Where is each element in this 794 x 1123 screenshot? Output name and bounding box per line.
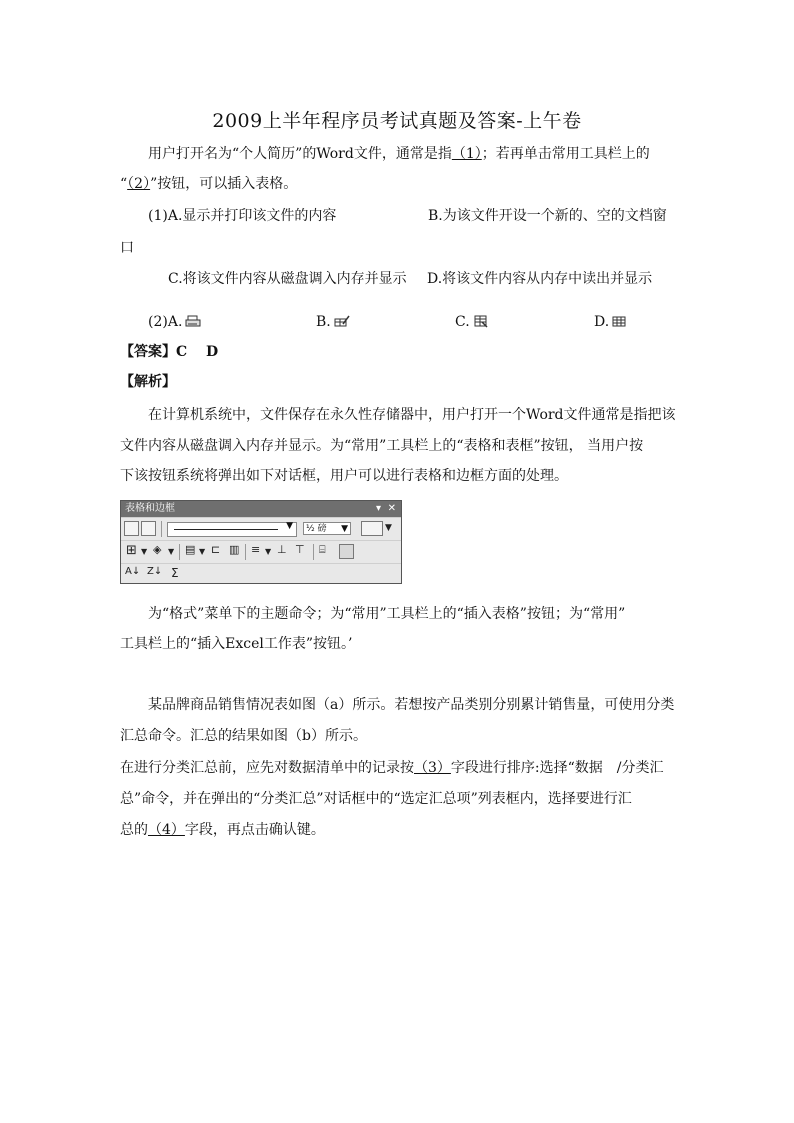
insert-table-icon	[473, 315, 489, 328]
toolbar-row-3	[121, 563, 401, 586]
line-weight-dropdown[interactable]: ½ 磅 ▼	[303, 522, 351, 535]
print-icon	[185, 315, 201, 328]
toolbar-separator	[245, 544, 246, 560]
insert-table-icon[interactable]: ▤	[185, 543, 196, 556]
toolbar-menu-arrow-icon[interactable]: ▾	[375, 503, 381, 514]
q2-p2-line1	[120, 758, 664, 778]
q1-line2	[120, 174, 297, 194]
distribute-columns-icon[interactable]: ⊤	[295, 543, 305, 556]
option-2a	[148, 312, 201, 332]
borders-icon[interactable]: ⊞	[126, 543, 137, 558]
tables-and-borders-toolbar	[120, 500, 402, 584]
option-2c	[455, 312, 489, 332]
q2-p2-line1-text-b: 字段进行排序:选择“数据 /分类汇	[450, 760, 664, 776]
answer-line	[120, 342, 218, 362]
sort-descending-icon[interactable]: Z↓	[147, 566, 163, 577]
sort-ascending-icon[interactable]: A↓	[125, 566, 141, 577]
split-cells-icon[interactable]: ▥	[229, 543, 240, 556]
analysis-p1-line1: 在计算机系统中，文件保存在永久性存储器中，用户打开一个Word文件通常是指把该	[148, 407, 676, 423]
draw-table-icon	[334, 315, 350, 328]
toolbar-separator	[161, 521, 162, 537]
analysis-label: 【解析】	[120, 374, 176, 390]
blank-2: （2）	[127, 176, 151, 192]
option-1a: (1)A.显示并打印该文件的内容	[148, 208, 337, 224]
distribute-rows-icon[interactable]: ⊥	[277, 543, 287, 556]
draw-table-icon[interactable]	[124, 521, 139, 536]
toolbar-row-1	[121, 517, 401, 540]
option-1d: D.将该文件内容从内存中读出并显示	[427, 271, 653, 287]
option-2b-label: B.	[316, 314, 331, 330]
toolbar-title-bar	[121, 501, 401, 517]
line-style-dropdown[interactable]: ▼	[167, 522, 297, 537]
eraser-icon[interactable]	[141, 521, 156, 536]
q2-p1-line1: 某品牌商品销售情况表如图（a）所示。若想按产品类别分别累计销售量，可使用分类	[148, 697, 675, 713]
chevron-down-icon[interactable]: ▼	[199, 547, 206, 556]
analysis-p1-line3: 下该按钮系统将弹出如下对话框，用户可以进行表格和边框方面的处理。	[120, 468, 568, 484]
q1-line1	[148, 144, 650, 164]
option-2d	[594, 312, 628, 332]
q2-p2-line3-text-b: 字段，再点击确认键。	[184, 822, 325, 838]
q2-p2-line2: 总”命令，并在弹出的“分类汇总”对话框中的“选定汇总项”列表框内，选择要进行汇	[120, 791, 632, 807]
border-color-icon[interactable]	[361, 521, 383, 536]
option-2b	[316, 312, 350, 332]
option-2a-label: (2)A.	[148, 314, 183, 330]
autosum-icon[interactable]: Σ	[171, 566, 179, 580]
toolbar-separator	[313, 544, 314, 560]
option-1b-continued: 口	[120, 240, 134, 256]
option-1c: C.将该文件内容从磁盘调入内存并显示	[168, 271, 407, 287]
toolbar-title: 表格和边框	[125, 503, 175, 514]
page-title: 2009上半年程序员考试真题及答案-上午卷	[212, 110, 582, 132]
insert-spreadsheet-icon	[612, 315, 628, 328]
chevron-down-icon[interactable]: ▼	[168, 547, 175, 556]
blank-3: （3）	[414, 760, 451, 776]
q2-p2-line1-text-a: 在进行分类汇总前，应先对数据清单中的记录按	[120, 760, 414, 776]
option-2c-label: C.	[455, 314, 470, 330]
q1-line2-text-b: ”按钮，可以插入表格。	[150, 176, 298, 192]
chevron-down-icon[interactable]: ▼	[141, 547, 148, 556]
toolbar-close-icon[interactable]: ✕	[387, 503, 396, 514]
blank-4: （4）	[148, 822, 185, 838]
q1-line1-text-b: ；若再单击常用工具栏上的	[481, 146, 650, 162]
align-icon[interactable]: ≡	[251, 543, 261, 556]
analysis-p2-line2: 工具栏上的“插入Excel工作表”按钮。’	[120, 636, 353, 652]
q1-line2-text-a: “	[120, 176, 128, 192]
q1-line1-text-a: 用户打开名为“个人简历”的Word文件，通常是指	[148, 146, 452, 162]
q2-p2-line3	[120, 820, 325, 840]
merge-cells-icon[interactable]: ⊏	[211, 543, 221, 556]
option-1b: B.为该文件开设一个新的、空的文档窗	[428, 208, 667, 224]
analysis-p1-line2: 文件内容从磁盘调入内存并显示。为“常用”工具栏上的“表格和表框”按钮， 当用户按	[120, 438, 644, 454]
shading-color-icon[interactable]: ◈	[153, 543, 162, 556]
line-weight-value: ½ 磅	[306, 524, 327, 534]
answer-label: 【答案】	[120, 344, 176, 360]
option-2d-label: D.	[594, 314, 610, 330]
blank-1: （1）	[451, 146, 482, 162]
chevron-down-icon[interactable]: ▼	[385, 523, 392, 533]
table-autoformat-icon[interactable]: ⌸	[319, 543, 326, 556]
q2-p2-line3-text-a: 总的	[120, 822, 148, 838]
show-gridlines-icon[interactable]	[339, 544, 354, 559]
analysis-p2-line1: 为“格式”菜单下的主题命令；为“常用”工具栏上的“插入表格”按钮；为“常用”	[148, 606, 626, 622]
toolbar-row-2	[121, 540, 401, 563]
q2-p1-line2: 汇总命令。汇总的结果如图（b）所示。	[120, 728, 367, 744]
answer-value: C D	[176, 344, 219, 360]
chevron-down-icon[interactable]: ▼	[265, 547, 272, 556]
toolbar-separator	[179, 544, 180, 560]
